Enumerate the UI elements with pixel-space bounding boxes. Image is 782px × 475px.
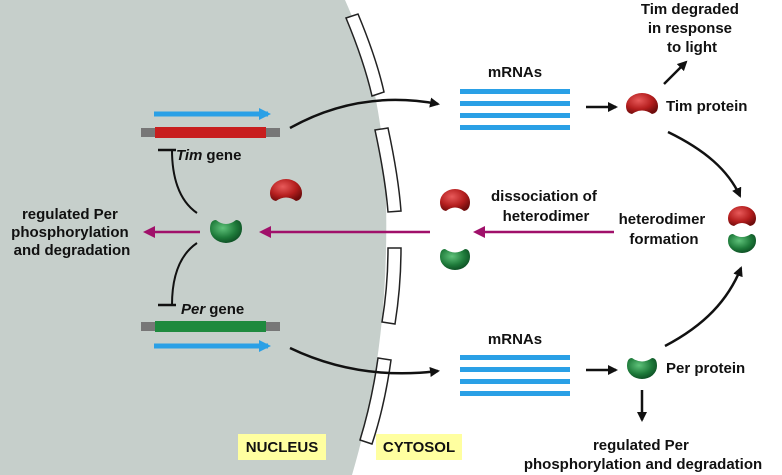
- per-gene-bar: [155, 321, 266, 332]
- per-protein-label: Per protein: [666, 360, 746, 377]
- mrnas-top-label: mRNAs: [487, 64, 543, 81]
- tim-gene-label: Tim gene: [176, 147, 242, 164]
- per-gene-label: Per gene: [181, 301, 245, 318]
- heterodimer-tim-subunit: [728, 206, 756, 226]
- tim-degradation-arrow: [664, 62, 686, 84]
- tim-degraded-label: Tim degraded in response to light: [640, 1, 739, 56]
- tim-gene-left-flank: [141, 128, 155, 137]
- tim-gene-right-flank: [266, 128, 280, 137]
- tim-mrna-strands: [460, 89, 570, 130]
- tim-protein-label: Tim protein: [666, 98, 748, 115]
- per-protein-shape: [627, 358, 657, 379]
- nucleus-label: NUCLEUS: [245, 439, 319, 456]
- per-to-heterodimer-arrow: [665, 268, 741, 346]
- dissociation-label: dissociation of heterodimer: [490, 188, 597, 225]
- heterodimer-per-subunit: [728, 234, 756, 253]
- tim-protein-shape: [626, 93, 658, 114]
- mrnas-bottom-label: mRNAs: [487, 331, 543, 348]
- tim-to-heterodimer-arrow: [668, 132, 740, 196]
- dissociated-per-protein: [440, 249, 470, 270]
- regulated-per-nuclear-label: regulated Per phosphorylation and degradation: [11, 206, 131, 259]
- per-mrna-strands: [460, 355, 570, 396]
- per-gene-left-flank: [141, 322, 155, 331]
- dissociated-tim-protein: [440, 189, 470, 211]
- regulated-per-cytosol-label: regulated Per phosphorylation and degradation: [523, 437, 763, 473]
- per-gene-right-flank: [266, 322, 280, 331]
- cytosol-label: CYTOSOL: [382, 439, 456, 456]
- heterodimer-formation-label: heterodimer formation: [618, 211, 706, 248]
- tim-gene-bar: [155, 127, 266, 138]
